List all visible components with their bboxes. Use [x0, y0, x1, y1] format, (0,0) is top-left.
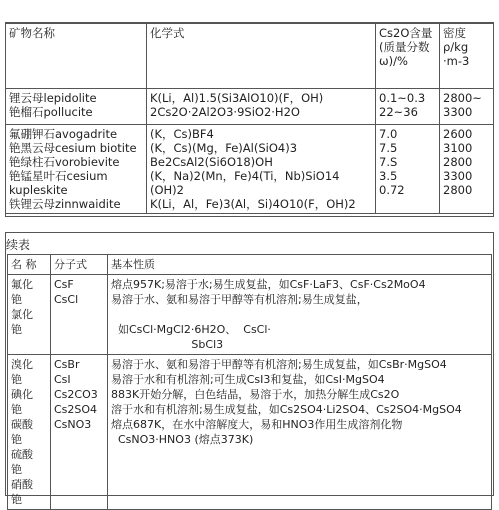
compound-table [7, 254, 492, 510]
cell-density: 2600 3100 2800 3300 2800 [440, 125, 494, 214]
header-formula: 化学式 [147, 24, 376, 89]
cell-name: 溴化 铯 碘化 铯 碳酸 铯 硫酸 铯 硝酸 铯 [8, 355, 51, 510]
table-row [8, 355, 492, 510]
table-row [8, 275, 492, 355]
cell-name: 氟化 铯 氯化 铯 [8, 275, 51, 355]
cell-properties: 易溶于水、氨和易溶于甲醇等有机溶剂;易生成复盐，如CsBr·MgSO4 易溶于水和有机溶剂;可生成CsI3和复盐，如CsI·MgSO4 883K开始分解，白色结晶，易溶于水，加热分解生成Cs2O 溶于水和有机溶剂;易生成复盐，如Cs2SO4·Li2SO4、Cs2SO4·MgSO4 熔点687K，在水中溶解度大，易和HNO3作用生成溶剂化物 CsNO3·HNO3 (熔点373K) [108, 355, 492, 510]
header-name: 名 称 [8, 255, 51, 275]
cell-properties: 熔点957K;易溶于水;易生成复盐，如CsF·LaF3、CsF·Cs2MoO4 易溶于水、氨和易溶于甲醇等有机溶剂;易生成复盐， 如CsCl·MgCl2·6H2O、 CsCl· SbCl3 [108, 275, 492, 355]
cell-density: 2800~ 3300 [440, 89, 494, 125]
cell-formula: (K，Cs)BF4 (K，Cs)(Mg，Fe)Al(SiO4)3 Be2CsAl2(Si6O18)OH (K，Na)2(Mn，Fe)4(Ti，Nb)SiO14 (OH)2 K(Li，Al，Fe)3(Al，Si)4O10(F，OH)2 [147, 125, 376, 214]
table2-title: 续表 [6, 238, 31, 252]
cell-molecular-formula: CsBr CsI Cs2CO3 Cs2SO4 CsNO3 [51, 355, 108, 510]
cell-molecular-formula: CsF CsCl [51, 275, 108, 355]
table1-header-row [6, 24, 494, 89]
header-cs2o-content: Cs2O含量 (质量分数 ω)/% [376, 24, 440, 89]
cell-content: 7.0 7.5 7.S 3.5 0.72 [376, 125, 440, 214]
cell-formula: K(Li，Al)1.5(Si3AlO10)(F，OH) 2Cs2O·2Al2O3·9SiO2·H2O [147, 89, 376, 125]
cell-mineral: 锂云母lepidolite 铯榴石pollucite [6, 89, 147, 125]
header-properties: 基本性质 [108, 255, 492, 275]
mineral-table [5, 23, 494, 214]
header-molecular-formula: 分子式 [51, 255, 108, 275]
header-mineral-name: 矿物名称 [6, 24, 147, 89]
header-density: 密度 ρ/kg ·m-3 [440, 24, 494, 89]
table-row [6, 125, 494, 214]
cell-content: 0.1~0.3 22~36 [376, 89, 440, 125]
cell-mineral: 氟硼钾石avogadrite 铯黑云母cesium biotite 铯绿柱石vorobievite 铯锰星叶石cesium kupleskite 铁锂云母zinnwaidite [6, 125, 147, 214]
table-row [6, 89, 494, 125]
table2-header-row [8, 255, 492, 275]
